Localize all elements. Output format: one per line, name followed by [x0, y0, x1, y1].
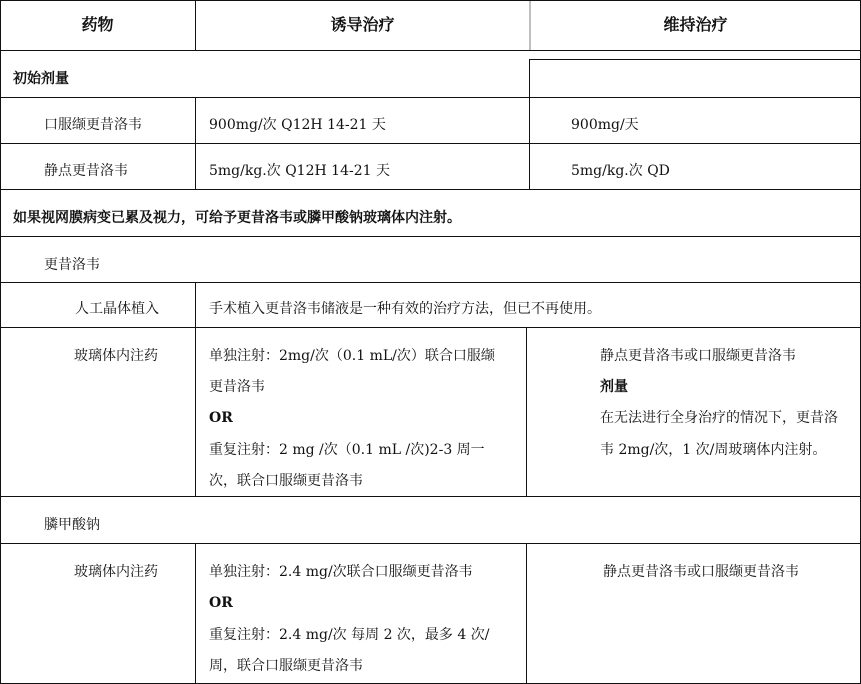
foscarnet-induction-or: OR — [209, 595, 233, 611]
table-border-left — [0, 0, 1, 684]
ganciclovir-maintenance-line4: 韦 2mg/次，1 次/周玻璃体内注射。 — [600, 442, 827, 458]
implant-text: 手术植入更昔洛韦储液是一种有效的治疗方法，但已不再使用。 — [209, 301, 601, 317]
header-induction: 诱导治疗 — [330, 15, 395, 34]
row-divider-7 — [0, 496, 861, 497]
ganciclovir-induction-line3: 重复注射：2 mg /次（0.1 mL /次)2-3 周一 — [209, 442, 485, 458]
col-divider-init — [529, 59, 530, 98]
header-drug: 药物 — [81, 15, 114, 34]
row-divider-2 — [0, 143, 861, 144]
row-divider-4 — [0, 236, 861, 237]
foscarnet-induction-line3: 周，联合口服缬更昔洛韦 — [209, 658, 363, 674]
col-divider-a2 — [529, 97, 530, 190]
maint-sub-top — [529, 59, 861, 60]
ganciclovir-induction-line1: 单独注射：2mg/次（0.1 mL/次）联合口服缬 — [209, 348, 495, 364]
row-divider-8 — [0, 543, 861, 544]
ganciclovir-induction-line2: 更昔洛韦 — [209, 379, 265, 395]
foscarnet-induction-line1: 单独注射：2.4 mg/次联合口服缬更昔洛韦 — [209, 564, 473, 580]
col-divider-a1 — [195, 97, 196, 190]
row-divider-6 — [0, 327, 861, 328]
initial-dose-label: 初始剂量 — [13, 71, 69, 87]
col-divider-c1 — [195, 543, 196, 684]
row-oral-valganciclovir-drug: 口服缬更昔洛韦 — [44, 117, 142, 133]
ganciclovir-maintenance-line2: 剂量 — [600, 379, 628, 395]
implant-drug: 人工晶体植入 — [75, 301, 159, 317]
col-divider-b1 — [195, 282, 196, 497]
row-iv-ganciclovir-drug: 静点更昔洛韦 — [44, 163, 128, 179]
row-iv-ganciclovir-induction: 5mg/kg.次 Q12H 14-21 天 — [209, 163, 390, 179]
col-divider-c2 — [526, 543, 527, 684]
foscarnet-intravitreal-drug: 玻璃体内注药 — [74, 564, 158, 580]
row-divider-1 — [0, 97, 861, 98]
ganciclovir-induction-line4: 次，联合口服缬更昔洛韦 — [209, 473, 363, 489]
row-oral-valganciclovir-induction: 900mg/次 Q12H 14-21 天 — [209, 117, 386, 133]
ganciclovir-induction-or: OR — [209, 410, 233, 426]
col-divider-b2 — [526, 327, 527, 497]
row-oral-valganciclovir-maintenance: 900mg/天 — [571, 117, 639, 133]
table-border-top — [0, 0, 861, 1]
foscarnet-maintenance: 静点更昔洛韦或口服缬更昔洛韦 — [603, 564, 799, 580]
row-iv-ganciclovir-maintenance: 5mg/kg.次 QD — [571, 163, 670, 179]
row-divider-5 — [0, 282, 861, 283]
ganciclovir-maintenance-line3: 在无法进行全身治疗的情况下，更昔洛 — [600, 410, 838, 426]
foscarnet-section-label: 膦甲酸钠 — [44, 517, 100, 533]
ganciclovir-intravitreal-drug: 玻璃体内注药 — [74, 348, 158, 364]
ganciclovir-section-label: 更昔洛韦 — [44, 257, 100, 273]
header-maintenance: 维持治疗 — [663, 15, 728, 34]
ganciclovir-maintenance-line1: 静点更昔洛韦或口服缬更昔洛韦 — [600, 348, 796, 364]
header-divider — [0, 50, 861, 51]
foscarnet-induction-line2: 重复注射：2.4 mg/次 每周 2 次，最多 4 次/ — [209, 627, 490, 643]
note-text: 如果视网膜病变已累及视力，可给予更昔洛韦或膦甲酸钠玻璃体内注射。 — [13, 210, 461, 226]
row-divider-3 — [0, 189, 861, 190]
